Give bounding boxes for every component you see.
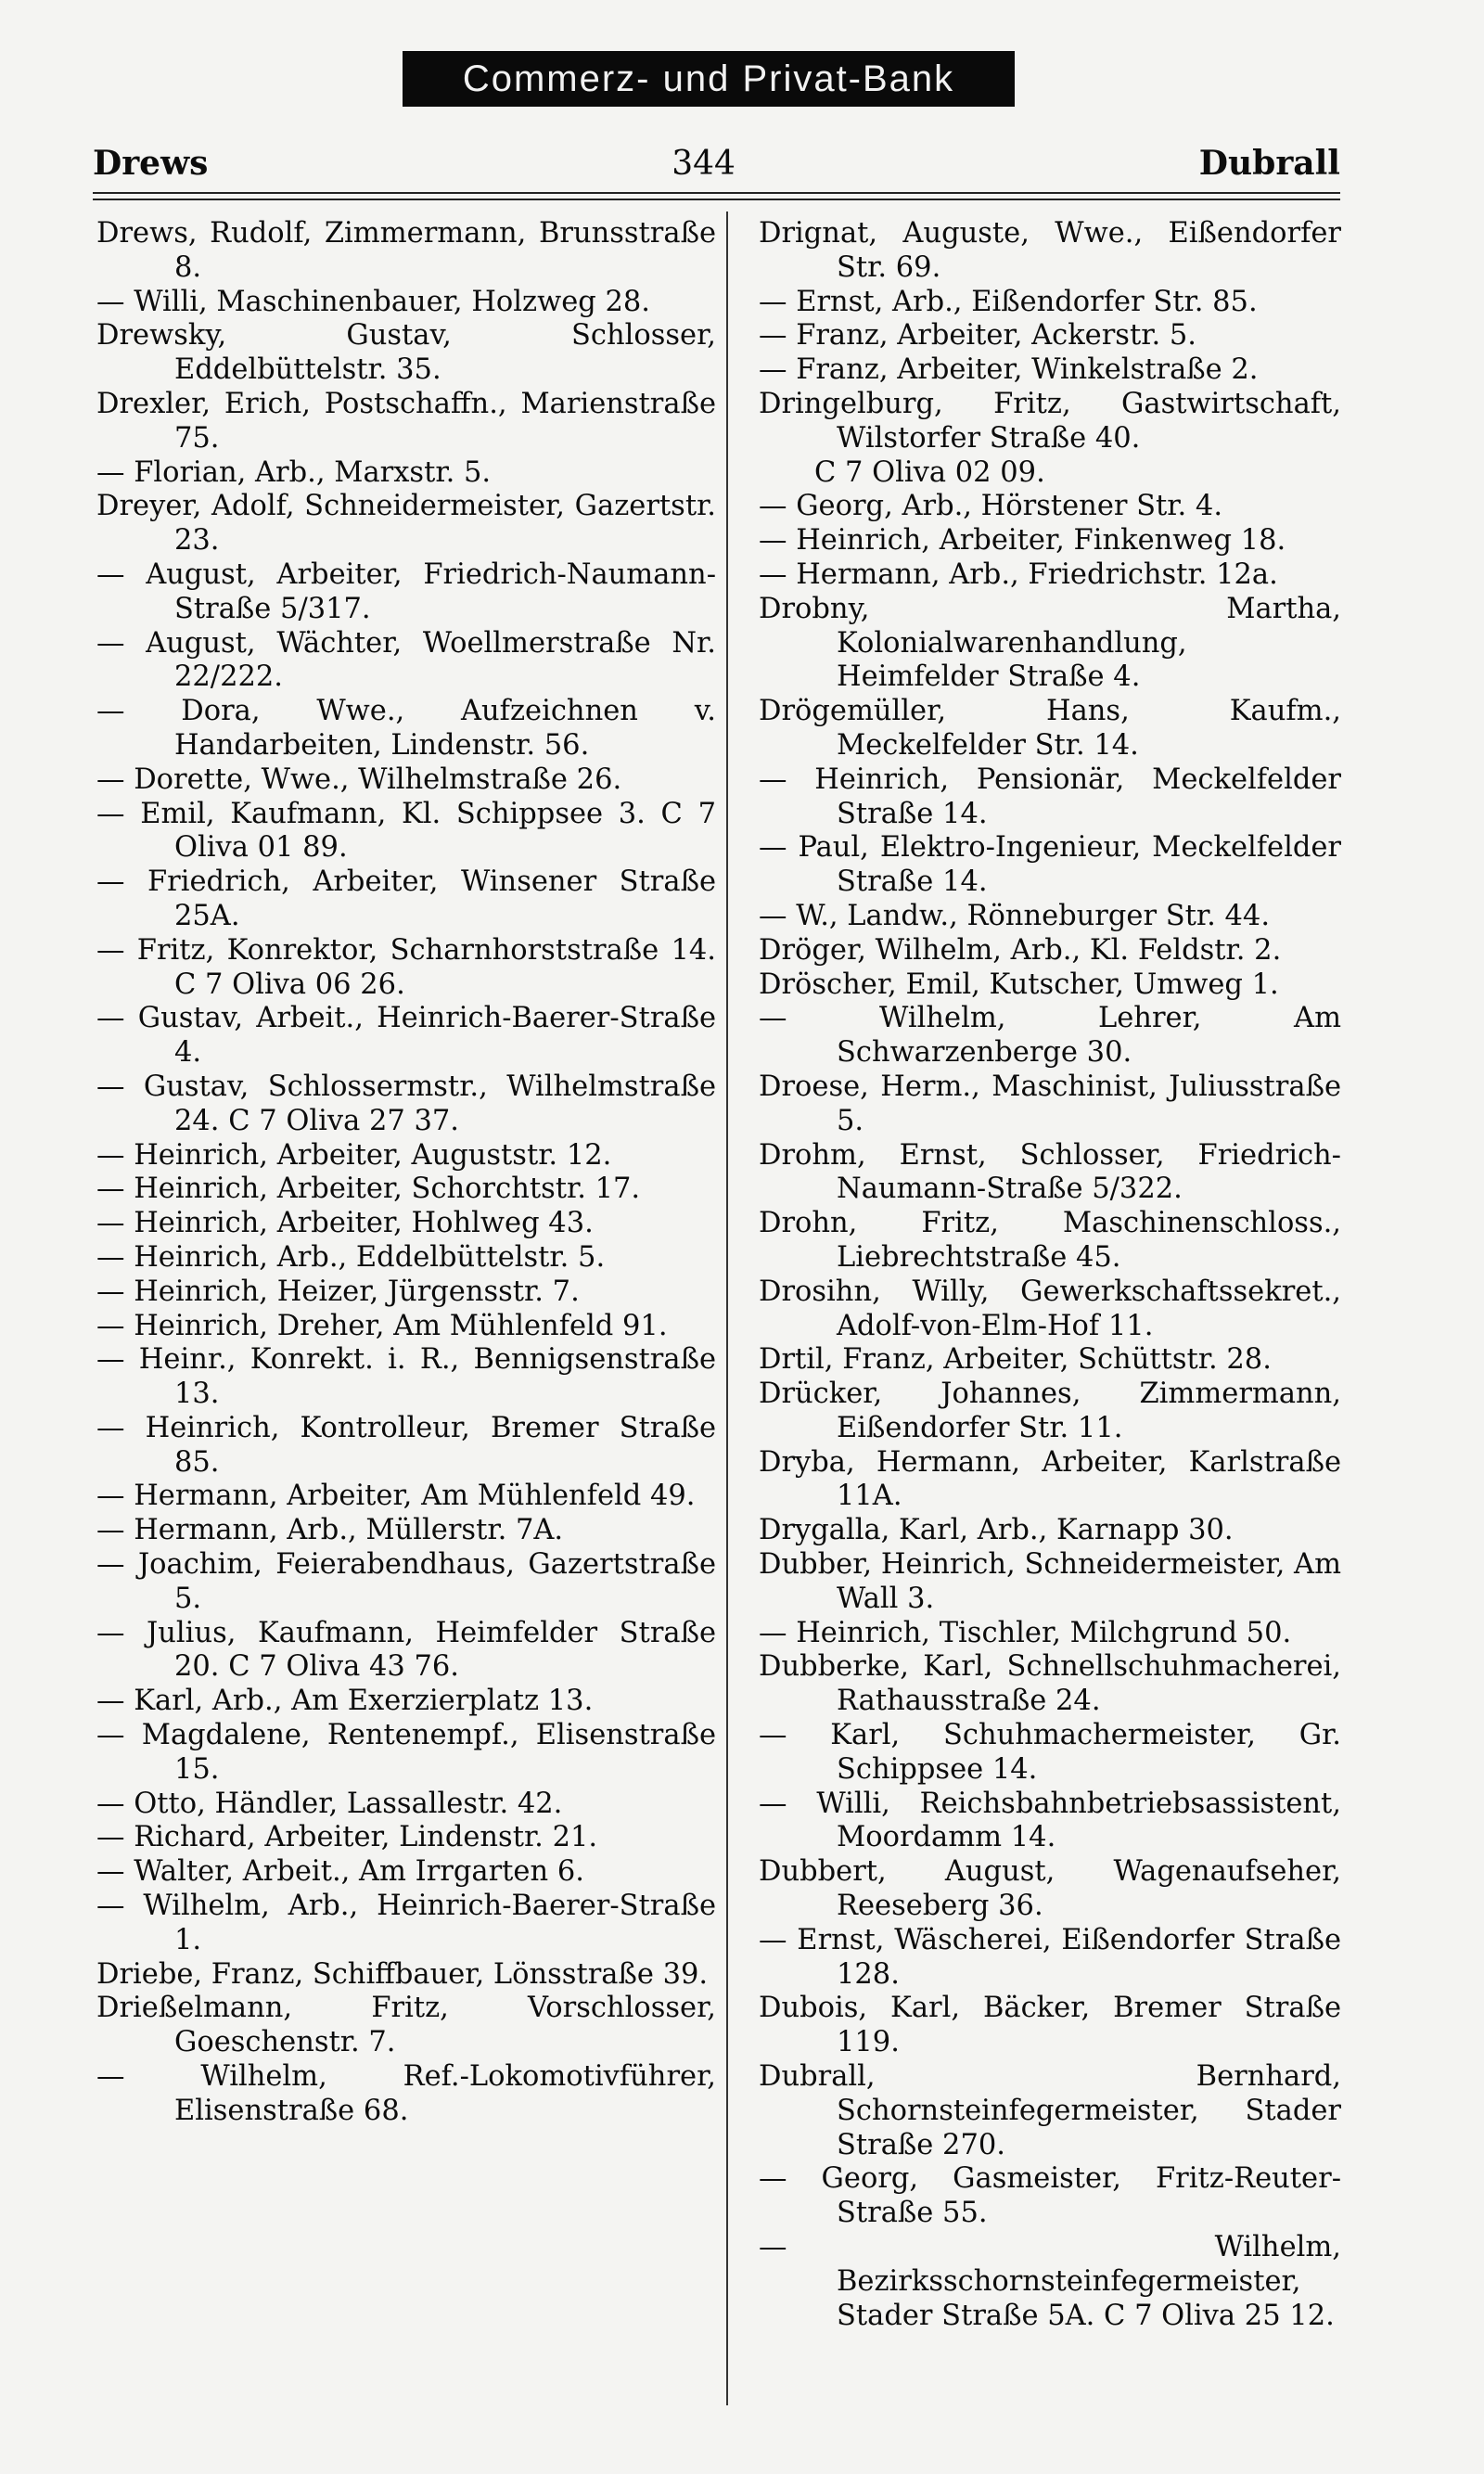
directory-entry: — Heinr., Konrekt. i. R., Bennigsenstraße 13. xyxy=(96,1343,716,1411)
directory-entry: — Heinrich, Arbeiter, Finkenweg 18. xyxy=(759,524,1286,558)
directory-entry: — Heinrich, Arbeiter, Schorchtstr. 17. xyxy=(96,1173,641,1206)
directory-entry: — Dorette, Wwe., Wilhelmstraße 26. xyxy=(96,763,622,796)
directory-entry: Dubberke, Karl, Schnellschuhmacherei, Rathausstraße 24. xyxy=(759,1650,1341,1718)
directory-entry: Dringelburg, Fritz, Gastwirtschaft, Wilstorfer Straße 40. xyxy=(759,387,1341,455)
directory-entry: Droese, Herm., Maschinist, Juliusstraße 5. xyxy=(759,1070,1341,1137)
directory-entry: — Heinrich, Heizer, Jürgensstr. 7. xyxy=(96,1275,580,1308)
directory-entry: — Hermann, Arb., Müllerstr. 7A. xyxy=(96,1514,564,1547)
directory-entry: — Willi, Maschinenbauer, Holzweg 28. xyxy=(96,285,650,318)
directory-entry: — Willi, Reichsbahnbetriebsassistent, Moordamm 14. xyxy=(759,1787,1341,1854)
directory-entry: Dubber, Heinrich, Schneidermeister, Am Wall 3. xyxy=(759,1548,1341,1615)
directory-entry: Drohm, Ernst, Schlosser, Friedrich-Naumann-Straße 5/322. xyxy=(759,1138,1341,1206)
directory-entry: — Heinrich, Pensionär, Meckelfelder Straße 14. xyxy=(759,763,1341,830)
directory-entry: — Ernst, Wäscherei, Eißendorfer Straße 128. xyxy=(759,1923,1341,1991)
directory-entry: Drtil, Franz, Arbeiter, Schüttstr. 28. xyxy=(759,1343,1272,1377)
directory-entry: Driebe, Franz, Schiffbauer, Lönsstraße 39. xyxy=(96,1957,709,1991)
directory-entry: Drücker, Johannes, Zimmermann, Eißendorfer Str. 11. xyxy=(759,1378,1341,1444)
directory-entry: Dröscher, Emil, Kutscher, Umweg 1. xyxy=(759,968,1279,1001)
directory-entry: — Paul, Elektro-Ingenieur, Meckelfelder Straße 14. xyxy=(759,831,1341,899)
directory-entry: Drohn, Fritz, Maschinenschloss., Liebrechtstraße 45. xyxy=(759,1207,1341,1274)
directory-entry: C 7 Oliva 02 09. xyxy=(814,455,1045,489)
directory-entry: — Wilhelm, Arb., Heinrich-Baerer-Straße 1. xyxy=(96,1890,716,1956)
directory-entry: Drignat, Auguste, Wwe., Eißendorfer Str. 69. xyxy=(759,217,1341,284)
directory-entry: — Heinrich, Arbeiter, Auguststr. 12. xyxy=(96,1138,612,1172)
directory-entry: — Franz, Arbeiter, Winkelstraße 2. xyxy=(759,353,1259,387)
directory-entry: — W., Landw., Rönneburger Str. 44. xyxy=(759,899,1271,932)
header-rule-top xyxy=(93,192,1340,194)
directory-entry: Drygalla, Karl, Arb., Karnapp 30. xyxy=(759,1514,1234,1547)
directory-entry: — Joachim, Feierabendhaus, Gazertstraße 5. xyxy=(96,1548,716,1615)
directory-entry: — Magdalene, Rentenempf., Elisenstraße 15. xyxy=(96,1719,716,1786)
directory-entry: Drosihn, Willy, Gewerkschaftssekret., Adolf-von-Elm-Hof 11. xyxy=(759,1275,1341,1342)
header-rule-bottom xyxy=(93,199,1340,200)
directory-entry: — Karl, Arb., Am Exerzierplatz 13. xyxy=(96,1685,594,1718)
header-last-name: Dubrall xyxy=(1198,144,1340,183)
directory-entry: Dubois, Karl, Bäcker, Bremer Straße 119. xyxy=(759,1992,1341,2059)
directory-entry: — Dora, Wwe., Aufzeichnen v. Handarbeiten, Lindenstr. 56. xyxy=(96,695,716,762)
directory-entry: — August, Wächter, Woellmerstraße Nr. 22/222. xyxy=(96,626,716,694)
directory-entry: Dubrall, Bernhard, Schornsteinfegermeister, Stader Straße 270. xyxy=(759,2060,1341,2161)
directory-entry: — Georg, Gasmeister, Fritz-Reuter-Straße 55. xyxy=(759,2162,1341,2230)
directory-entry: — Franz, Arbeiter, Ackerstr. 5. xyxy=(759,319,1196,353)
directory-entry: Dröger, Wilhelm, Arb., Kl. Feldstr. 2. xyxy=(759,933,1282,967)
column-divider xyxy=(726,212,728,2405)
bank-advertisement-banner: Commerz- und Privat-Bank xyxy=(403,51,1015,107)
directory-entry: — Gustav, Arbeit., Heinrich-Baerer-Straße 4. xyxy=(96,1002,716,1070)
directory-column-right xyxy=(759,217,1341,2333)
directory-entry: — Wilhelm, Lehrer, Am Schwarzenberge 30. xyxy=(759,1002,1341,1070)
directory-entry: — Heinrich, Arbeiter, Hohlweg 43. xyxy=(96,1207,594,1240)
directory-entry: — Karl, Schuhmachermeister, Gr. Schippsee 14. xyxy=(759,1719,1341,1786)
directory-entry: Dryba, Hermann, Arbeiter, Karlstraße 11A. xyxy=(759,1445,1341,1513)
directory-entry: Dubbert, August, Wagenaufseher, Reeseberg 36. xyxy=(759,1855,1341,1923)
directory-entry: — Florian, Arb., Marxstr. 5. xyxy=(96,455,492,489)
directory-entry: — Friedrich, Arbeiter, Winsener Straße 25A. xyxy=(96,865,716,932)
directory-entry: Drexler, Erich, Postschaffn., Marienstraße 75. xyxy=(96,387,716,455)
page-number: 344 xyxy=(672,144,736,183)
directory-entry: Drews, Rudolf, Zimmermann, Brunsstraße 8. xyxy=(96,217,716,284)
directory-entry: — Heinrich, Dreher, Am Mühlenfeld 91. xyxy=(96,1309,668,1342)
directory-entry: — Heinrich, Kontrolleur, Bremer Straße 85. xyxy=(96,1411,716,1479)
directory-entry: — Julius, Kaufmann, Heimfelder Straße 20. C 7 Oliva 43 76. xyxy=(96,1616,716,1684)
directory-entry: — Georg, Arb., Hörstener Str. 4. xyxy=(759,490,1223,523)
directory-entry: Drewsky, Gustav, Schlosser, Eddelbüttelstr. 35. xyxy=(96,319,716,387)
directory-entry: — Otto, Händler, Lassallestr. 42. xyxy=(96,1787,563,1820)
header-first-name: Drews xyxy=(93,144,209,183)
directory-entry: — Emil, Kaufmann, Kl. Schippsee 3. C 7 Oliva 01 89. xyxy=(96,797,716,865)
directory-entry: — Fritz, Konrektor, Scharnhorststraße 14. C 7 Oliva 06 26. xyxy=(96,933,716,1001)
directory-entry: — Heinrich, Tischler, Milchgrund 50. xyxy=(759,1616,1292,1649)
directory-entry: — Wilhelm, Bezirksschornsteinfegermeister, Stader Straße 5A. C 7 Oliva 25 12. xyxy=(759,2231,1341,2332)
directory-entry: Drobny, Martha, Kolonialwarenhandlung, Heimfelder Straße 4. xyxy=(759,592,1341,694)
running-head xyxy=(93,137,1340,189)
directory-entry: — Richard, Arbeiter, Lindenstr. 21. xyxy=(96,1821,598,1854)
directory-column-left xyxy=(96,217,716,2129)
directory-entry: — Hermann, Arb., Friedrichstr. 12a. xyxy=(759,558,1278,591)
directory-entry: — August, Arbeiter, Friedrich-Naumann-Straße 5/317. xyxy=(96,558,716,625)
directory-entry: — Ernst, Arb., Eißendorfer Str. 85. xyxy=(759,285,1258,318)
directory-entry: Dreyer, Adolf, Schneidermeister, Gazertstr. 23. xyxy=(96,490,716,558)
directory-entry: — Heinrich, Arb., Eddelbüttelstr. 5. xyxy=(96,1240,606,1274)
directory-entry: — Hermann, Arbeiter, Am Mühlenfeld 49. xyxy=(96,1480,696,1513)
directory-entry: Drießelmann, Fritz, Vorschlosser, Goeschenstr. 7. xyxy=(96,1992,716,2059)
directory-entry: — Walter, Arbeit., Am Irrgarten 6. xyxy=(96,1855,584,1889)
directory-entry: Drögemüller, Hans, Kaufm., Meckelfelder Str. 14. xyxy=(759,695,1341,762)
directory-entry: — Wilhelm, Ref.-Lokomotivführer, Elisenstraße 68. xyxy=(96,2060,716,2127)
directory-entry: — Gustav, Schlossermstr., Wilhelmstraße 24. C 7 Oliva 27 37. xyxy=(96,1070,716,1137)
